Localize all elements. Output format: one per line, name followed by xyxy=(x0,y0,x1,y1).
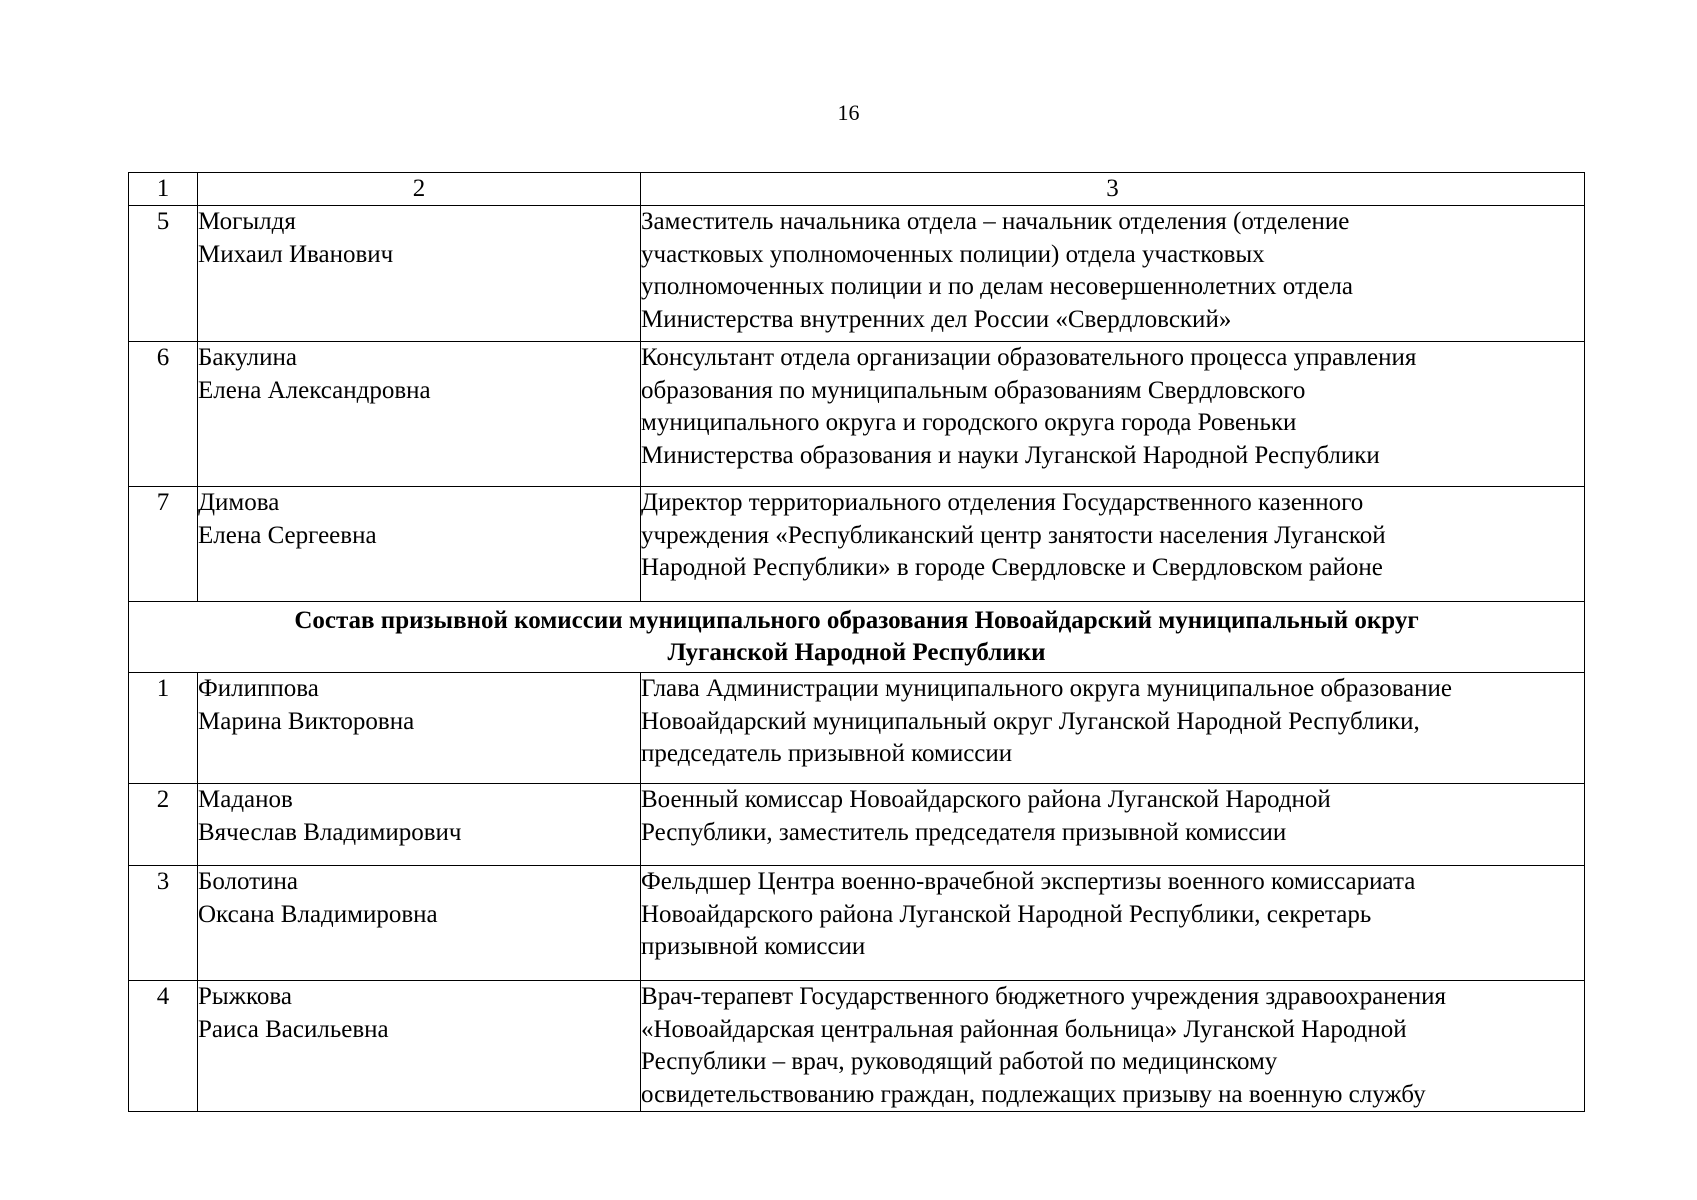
position-line: Фельдшер Центра военно-врачебной экспертизы военного комиссариата xyxy=(641,868,1416,895)
given-names: Раиса Васильевна xyxy=(198,1015,389,1043)
member-position xyxy=(641,342,1585,487)
row-number: 5 xyxy=(129,206,198,342)
position-line: учреждения «Республиканский центр занятости населения Луганской xyxy=(641,521,1386,549)
position-line: «Новоайдарская центральная районная больница» Луганской Народной xyxy=(641,1015,1407,1043)
position-line: муниципального округа и городского округа города Ровеньки xyxy=(641,409,1297,436)
position-line: Новоайдарский муниципальный округ Луганской Народной Республики, xyxy=(641,707,1420,735)
column-header-1: 1 xyxy=(129,173,198,206)
given-names: Михаил Иванович xyxy=(198,240,394,268)
section-heading-line: Луганской Народной Республики xyxy=(667,639,1046,666)
surname: Димова xyxy=(198,489,280,516)
section-heading-row xyxy=(129,602,1585,673)
column-header-2: 2 xyxy=(198,173,641,206)
column-header-3: 3 xyxy=(641,173,1585,206)
table-row xyxy=(129,981,1585,1112)
position-line: Республики – врач, руководящий работой по медицинскому xyxy=(641,1048,1278,1075)
surname: Бакулина xyxy=(198,344,297,371)
table-row xyxy=(129,206,1585,342)
commission-table xyxy=(128,172,1585,1112)
position-line: освидетельствованию граждан, подлежащих призыву на военную службу xyxy=(641,1080,1426,1108)
position-line: Директор территориального отделения Государственного казенного xyxy=(641,489,1364,516)
position-line: Консультант отдела организации образовательного процесса управления xyxy=(641,344,1417,371)
section-heading-line: Состав призывной комиссии муниципального образования Новоайдарский муниципальный округ xyxy=(294,607,1419,634)
position-line: участковых уполномоченных полиции) отдела участковых xyxy=(641,240,1265,268)
surname: Болотина xyxy=(198,868,298,895)
row-number: 4 xyxy=(129,981,198,1112)
member-position xyxy=(641,673,1585,784)
member-position xyxy=(641,206,1585,342)
member-position xyxy=(641,784,1585,866)
position-line: председатель призывной комиссии xyxy=(641,740,1013,767)
member-position xyxy=(641,487,1585,602)
given-names: Вячеслав Владимирович xyxy=(198,818,462,846)
position-line: Глава Администрации муниципального округа муниципальное образование xyxy=(641,675,1452,702)
position-line: Заместитель начальника отдела – начальник отделения (отделение xyxy=(641,208,1350,235)
row-number: 3 xyxy=(129,866,198,981)
given-names: Елена Александровна xyxy=(198,376,431,404)
position-line: Министерства внутренних дел России «Свердловский» xyxy=(641,305,1232,333)
member-name xyxy=(198,342,641,487)
surname: Маданов xyxy=(198,786,293,813)
member-position xyxy=(641,866,1585,981)
row-number: 6 xyxy=(129,342,198,487)
row-number: 1 xyxy=(129,673,198,784)
position-line: Врач-терапевт Государственного бюджетного учреждения здравоохранения xyxy=(641,983,1447,1010)
table-row xyxy=(129,866,1585,981)
given-names: Елена Сергеевна xyxy=(198,521,377,549)
member-position xyxy=(641,981,1585,1112)
given-names: Марина Викторовна xyxy=(198,707,415,735)
position-line: Министерства образования и науки Луганской Народной Республики xyxy=(641,441,1380,469)
given-names: Оксана Владимировна xyxy=(198,900,438,928)
position-line: призывной комиссии xyxy=(641,933,866,960)
member-name xyxy=(198,673,641,784)
position-line: Республики, заместитель председателя призывной комиссии xyxy=(641,818,1287,846)
position-line: уполномоченных полиции и по делам несовершеннолетних отдела xyxy=(641,273,1353,300)
member-name xyxy=(198,206,641,342)
row-number: 7 xyxy=(129,487,198,602)
row-number: 2 xyxy=(129,784,198,866)
table-row xyxy=(129,673,1585,784)
member-name xyxy=(198,784,641,866)
member-name xyxy=(198,866,641,981)
position-line: Народной Республики» в городе Свердловске и Свердловском районе xyxy=(641,554,1383,581)
table-row xyxy=(129,487,1585,602)
table-row xyxy=(129,784,1585,866)
position-line: образования по муниципальным образованиям Свердловского xyxy=(641,376,1306,404)
column-number-row xyxy=(129,173,1585,206)
position-line: Новоайдарского района Луганской Народной Республики, секретарь xyxy=(641,900,1372,928)
table-row xyxy=(129,342,1585,487)
member-name xyxy=(198,487,641,602)
surname: Рыжкова xyxy=(198,983,292,1010)
page-number: 16 xyxy=(837,100,860,125)
section-heading xyxy=(129,602,1585,673)
surname: Филиппова xyxy=(198,675,319,702)
surname: Могылдя xyxy=(198,208,296,235)
member-name xyxy=(198,981,641,1112)
position-line: Военный комиссар Новоайдарского района Луганской Народной xyxy=(641,786,1331,813)
